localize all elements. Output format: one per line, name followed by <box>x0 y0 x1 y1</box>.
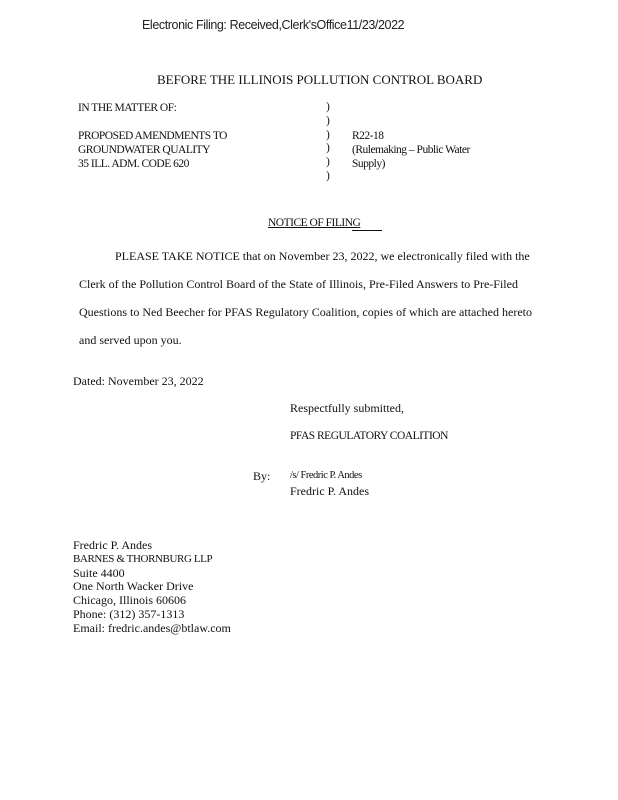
date-line: Dated: November 23, 2022 <box>73 374 204 388</box>
caption-paren: ) <box>326 114 330 127</box>
contact-block <box>73 539 231 636</box>
coalition-name: PFAS REGULATORY COALITION <box>290 430 448 442</box>
body-line-1: PLEASE TAKE NOTICE that on November 23, 2022, we electronically filed with the <box>115 249 530 263</box>
contact-name: Fredric P. Andes <box>73 538 152 552</box>
body-line-2: Clerk of the Pollution Control Board of the State of Illinois, Pre-Filed Answers to Pre-Filed <box>79 277 518 291</box>
body-line-3: Questions to Ned Beecher for PFAS Regulatory Coalition, copies of which are attached hereto <box>79 305 532 319</box>
caption-paren: ) <box>326 101 330 113</box>
caption-paren: ) <box>326 169 330 182</box>
body-line-4: and served upon you. <box>79 333 182 347</box>
proposal-line-2: GROUNDWATER QUALITY <box>78 144 210 156</box>
case-number: R22-18 <box>352 130 384 142</box>
contact-city: Chicago, Illinois 60606 <box>73 593 186 608</box>
electronic-signature: /s/ Fredric P. Andes <box>290 470 362 481</box>
contact-street: One North Wacker Drive <box>73 579 194 594</box>
notice-title-underline <box>352 230 382 231</box>
contact-suite: Suite 4400 <box>73 565 125 580</box>
caption-paren: ) <box>326 128 330 141</box>
case-type-line-1: (Rulemaking – Public Water <box>352 144 470 156</box>
caption-paren: ) <box>326 156 330 169</box>
board-heading: BEFORE THE ILLINOIS POLLUTION CONTROL BOARD <box>157 72 483 87</box>
caption-paren: ) <box>326 142 330 155</box>
filing-stamp: Electronic Filing: Received,Clerk'sOffice11/23/2022 <box>142 18 405 32</box>
contact-phone: Phone: (312) 357-1313 <box>73 606 185 621</box>
case-type-line-2: Supply) <box>352 158 385 170</box>
by-label: By: <box>253 469 271 483</box>
proposal-line-3: 35 ILL. ADM. CODE 620 <box>78 158 189 170</box>
notice-title: NOTICE OF FILING <box>268 217 361 229</box>
proposal-line-1: PROPOSED AMENDMENTS TO <box>78 130 227 142</box>
in-the-matter-label: IN THE MATTER OF: <box>78 102 177 114</box>
signer-name: Fredric P. Andes <box>290 484 369 498</box>
contact-email: Email: fredric.andes@btlaw.com <box>73 620 231 635</box>
respectfully-submitted: Respectfully submitted, <box>290 401 404 415</box>
caption-divider <box>326 101 330 184</box>
contact-firm: BARNES & THORNBURG LLP <box>73 552 213 565</box>
